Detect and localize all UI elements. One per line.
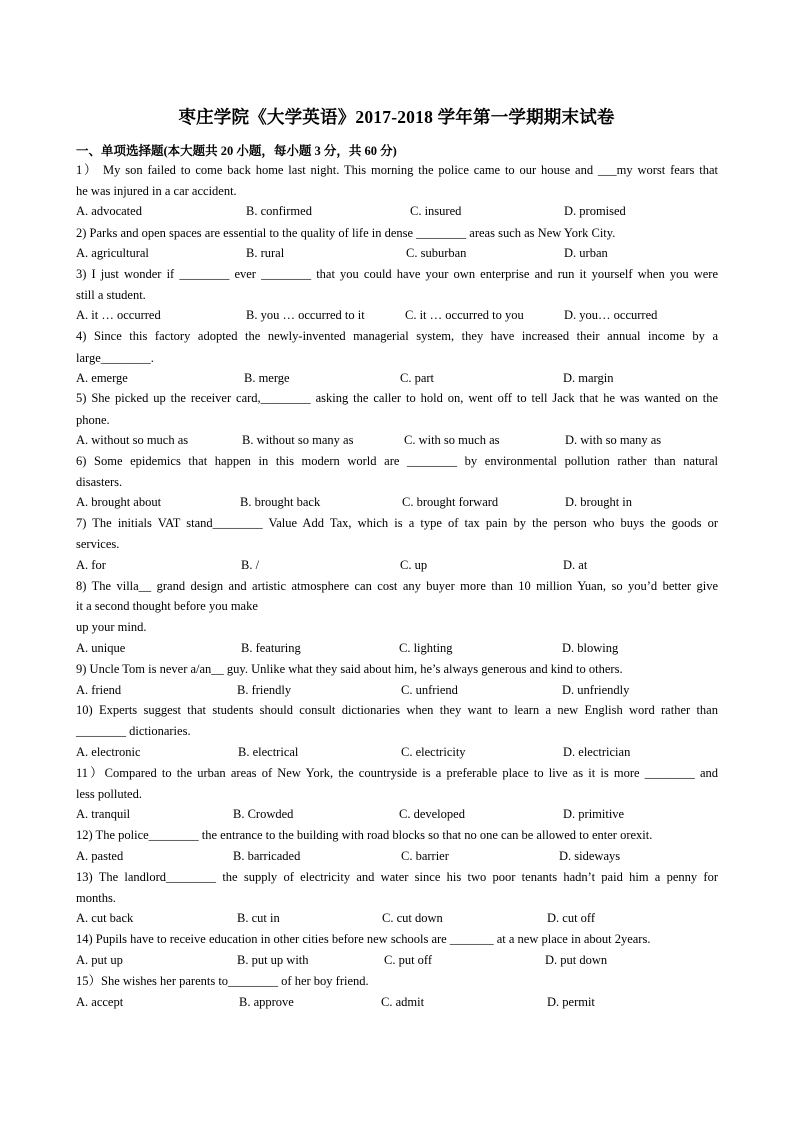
question-10-option-a: A. electronic	[76, 745, 141, 759]
question-15-option-c: C. admit	[381, 995, 425, 1009]
question-1-option-c: C. insured	[410, 204, 462, 218]
question-6-option-c: C. brought forward	[402, 495, 499, 509]
question-13-option-c: C. cut down	[382, 911, 443, 925]
question-7-option-d: D. at	[563, 558, 588, 572]
question-2-option-b: B. rural	[246, 246, 285, 260]
question-2-text: 2) Parks and open spaces are essential to the quality of life in dense ________ areas such as New York City.	[76, 226, 616, 240]
question-2-option-a: A. agricultural	[76, 246, 149, 260]
question-2-option-d: D. urban	[564, 246, 608, 260]
question-13-option-d: D. cut off	[547, 911, 596, 925]
question-8-text: 8) The villa__ grand design and artistic atmosphere can cost any buyer more than 10 million Yuan, so you’d better give	[76, 579, 718, 593]
question-6-option-a: A. brought about	[76, 495, 162, 509]
question-10-option-d: D. electrician	[563, 745, 631, 759]
question-11-option-b: B. Crowded	[233, 807, 294, 821]
question-8-text: up your mind.	[76, 620, 147, 634]
question-5-text: phone.	[76, 413, 110, 427]
question-13-option-b: B. cut in	[237, 911, 280, 925]
question-1-option-b: B. confirmed	[246, 204, 312, 218]
question-15-option-b: B. approve	[239, 995, 294, 1009]
question-11-text: 11）Compared to the urban areas of New York, the countryside is a preferable place to live as it is more ________ and	[76, 766, 718, 780]
question-7-option-a: A. for	[76, 558, 106, 572]
question-14-option-d: D. put down	[545, 953, 608, 967]
question-12-option-a: A. pasted	[76, 849, 124, 863]
question-15-text: 15）She wishes her parents to________ of her boy friend.	[76, 974, 369, 988]
question-13-option-a: A. cut back	[76, 911, 134, 925]
question-11-text: less polluted.	[76, 787, 142, 801]
question-12-option-d: D. sideways	[559, 849, 621, 863]
question-1-text: 1） My son failed to come back home last night. This morning the police came to our house and ___my worst fears that	[76, 163, 718, 177]
question-11-option-a: A. tranquil	[76, 807, 131, 821]
question-14-option-b: B. put up with	[237, 953, 309, 967]
question-15-option-d: D. permit	[547, 995, 595, 1009]
page-title: 枣庄学院《大学英语》2017-2018 学年第一学期期末试卷	[178, 107, 615, 127]
question-14-option-c: C. put off	[384, 953, 433, 967]
question-10-option-b: B. electrical	[238, 745, 299, 759]
question-10-text: 10) Experts suggest that students should consult dictionaries when they want to learn a new English word rather than	[76, 703, 718, 717]
question-4-text: large________.	[76, 351, 154, 365]
question-5-option-d: D. with so many as	[565, 433, 662, 447]
question-8-option-c: C. lighting	[399, 641, 453, 655]
question-11-option-c: C. developed	[399, 807, 465, 821]
question-11-option-d: D. primitive	[563, 807, 625, 821]
question-6-option-b: B. brought back	[240, 495, 321, 509]
question-5-option-b: B. without so many as	[242, 433, 354, 447]
question-3-option-b: B. you … occurred to it	[246, 308, 365, 322]
question-15-option-a: A. accept	[76, 995, 124, 1009]
question-3-text: still a student.	[76, 288, 146, 302]
question-7-option-c: C. up	[400, 558, 428, 572]
question-14-text: 14) Pupils have to receive education in other cities before new schools are _______ at a new place in about 2years.	[76, 932, 651, 946]
question-6-text: 6) Some epidemics that happen in this modern world are ________ by environmental pollution rather than natural	[76, 454, 718, 468]
question-3-option-a: A. it … occurred	[76, 308, 161, 322]
question-10-text: ________ dictionaries.	[76, 724, 191, 738]
question-9-text: 9) Uncle Tom is never a/an__ guy. Unlike what they said about him, he’s always generous and kind to others.	[76, 662, 623, 676]
question-7-option-b: B. /	[241, 558, 260, 572]
question-5-option-c: C. with so much as	[404, 433, 500, 447]
question-1-option-d: D. promised	[564, 204, 626, 218]
question-4-text: 4) Since this factory adopted the newly-invented managerial system, they have increased their annual income by a	[76, 329, 718, 343]
question-9-option-b: B. friendly	[237, 683, 292, 697]
section-heading: 一、单项选择题(本大题共 20 小题，每小题 3 分，共 60 分)	[76, 144, 397, 158]
question-9-option-a: A. friend	[76, 683, 122, 697]
question-4-option-a: A. emerge	[76, 371, 128, 385]
question-4-option-d: D. margin	[563, 371, 614, 385]
question-9-option-d: D. unfriendly	[562, 683, 630, 697]
question-8-option-d: D. blowing	[562, 641, 619, 655]
question-3-option-c: C. it … occurred to you	[405, 308, 524, 322]
question-6-text: disasters.	[76, 475, 123, 489]
question-7-text: 7) The initials VAT stand________ Value Add Tax, which is a type of tax pain by the person who buys the goods or	[76, 516, 718, 530]
question-3-text: 3) I just wonder if ________ ever ________ that you could have your own enterprise and run it yourself when you were	[76, 267, 718, 281]
question-2-option-c: C. suburban	[406, 246, 467, 260]
question-10-option-c: C. electricity	[401, 745, 466, 759]
question-5-text: 5) She picked up the receiver card,________ asking the caller to hold on, went off to tell Jack that he was wanted on the	[76, 391, 718, 405]
question-9-option-c: C. unfriend	[401, 683, 458, 697]
question-13-text: 13) The landlord________ the supply of electricity and water since his two poor tenants hadn’t paid him a penny for	[76, 870, 718, 884]
question-6-option-d: D. brought in	[565, 495, 633, 509]
question-7-text: services.	[76, 537, 120, 551]
question-12-option-c: C. barrier	[401, 849, 449, 863]
question-8-text: it a second thought before you make	[76, 599, 258, 613]
question-13-text: months.	[76, 891, 116, 905]
question-4-option-c: C. part	[400, 371, 435, 385]
question-1-option-a: A. advocated	[76, 204, 142, 218]
question-5-option-a: A. without so much as	[76, 433, 189, 447]
question-14-option-a: A. put up	[76, 953, 123, 967]
question-3-option-d: D. you… occurred	[564, 308, 658, 322]
question-12-text: 12) The police________ the entrance to the building with road blocks so that no one can be allowed to enter orexit.	[76, 828, 653, 842]
question-8-option-a: A. unique	[76, 641, 126, 655]
question-8-option-b: B. featuring	[241, 641, 301, 655]
question-12-option-b: B. barricaded	[233, 849, 301, 863]
question-4-option-b: B. merge	[244, 371, 290, 385]
question-1-text: he was injured in a car accident.	[76, 184, 237, 198]
